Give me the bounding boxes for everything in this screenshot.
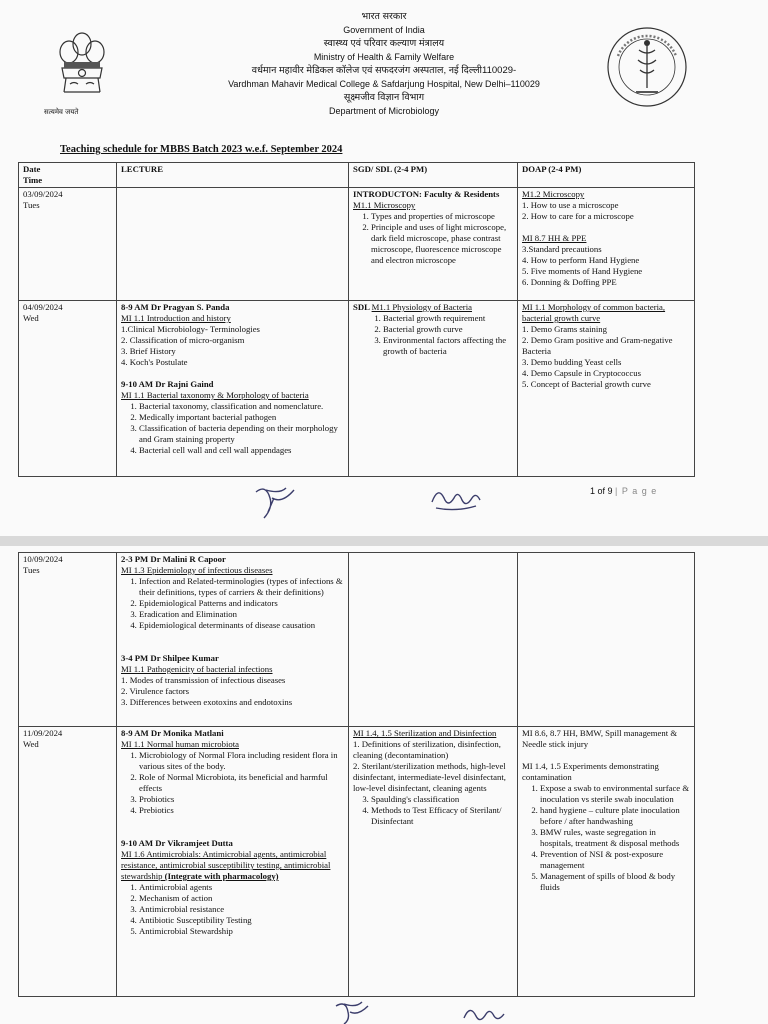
page-word-text: | P a g e [615, 486, 658, 496]
list-item: 1. Expose a swab to environmental surface & inoculation vs sterile swab inoculation [540, 783, 690, 805]
lecture-heading: 3-4 PM Dr Shilpee Kumar [121, 653, 219, 663]
list-item: 1. How to use a microscope [522, 200, 619, 210]
document-page-2 [0, 546, 768, 1024]
lecture-topic: MI 1.1 Pathogenicity of bacterial infections [121, 664, 273, 674]
sgd-topic-line [353, 302, 513, 313]
college-seal-icon [606, 26, 688, 108]
lecture-list [121, 882, 344, 937]
list-item: 1. Bacterial growth requirement [383, 313, 513, 324]
list-item: 4. Prebiotics [139, 805, 344, 816]
doap-topic: MI 1.4, 1.5 Experiments demonstrating contamination [522, 761, 659, 782]
list-item: 1. Modes of transmission of infectious diseases [121, 675, 286, 685]
list-item: 1. Bacterial taxonomy, classification and nomenclature. [139, 401, 344, 412]
list-item: 3. BMW rules, waste segregation in hospitals, treatment & disposal methods [540, 827, 690, 849]
list-item: 2. Principle and uses of light microscope, dark field microscope, phase contrast microscope, fluorescence microscope and electron microscope [371, 222, 513, 266]
doap-topic: MI 1.1 Morphology of common bacteria, bacterial growth curve [522, 302, 666, 323]
hindi-dept-line: सूक्ष्मजीव विज्ञान विभाग [343, 92, 425, 103]
sgd-list [353, 211, 513, 266]
list-item: 3. Differences between exotoxins and endotoxins [121, 697, 293, 707]
table-row [19, 301, 695, 477]
emblem-caption: सत्यमेव जयते [44, 108, 79, 116]
date-text: 04/09/2024 [23, 302, 63, 312]
day-text: Tues [23, 565, 40, 575]
list-item: 1. Infection and Related-terminologies (types of infections & their definitions, types of carriers & their definitions) [139, 576, 344, 598]
list-item: 3. Spaulding's classification [371, 794, 513, 805]
schedule-table-page-1 [18, 162, 695, 477]
doap-list [522, 783, 690, 893]
col-doap: DOAP (2-4 PM) [518, 163, 695, 188]
list-item: 2. Demo Gram positive and Gram-negative Bacteria [522, 335, 673, 356]
list-item: 5. Five moments of Hand Hygiene [522, 266, 643, 276]
table-row [19, 553, 695, 727]
college-line: Vardhman Mahavir Medical College & Safdarjung Hospital, New Delhi–110029 [228, 78, 540, 89]
lecture-cell [117, 553, 349, 727]
list-item: 2. hand hygiene – culture plate inoculation before / after handwashing [540, 805, 690, 827]
schedule-title: Teaching schedule for MBBS Batch 2023 w.e.f. September 2024 [60, 144, 343, 155]
hindi-ministry-line: स्वास्थ्य एवं परिवार कल्याण मंत्रालय [323, 38, 445, 49]
list-item: 4. Antibiotic Susceptibility Testing [139, 915, 344, 926]
lecture-topic: MI 1.6 Antimicrobials: Antimicrobial agents, antimicrobial resistance, antimicrobial susceptibility testing, antimicrobial stewardship [121, 849, 331, 881]
doap-heading: MI 8.6, 8.7 HH, BMW, Spill management & Needle stick injury [522, 728, 678, 749]
list-item: 1. Microbiology of Normal Flora including resident flora in various sites of the body. [139, 750, 344, 772]
lecture-topic: MI 1.1 Bacterial taxonomy & Morphology of bacteria [121, 390, 309, 400]
list-item: 3. Environmental factors affecting the growth of bacteria [383, 335, 513, 357]
list-item: 4. Methods to Test Efficacy of Sterilant/ Disinfectant [371, 805, 513, 827]
list-item: 4. Koch's Postulate [121, 357, 188, 367]
list-item: 3. Eradication and Elimination [139, 609, 344, 620]
date-cell [19, 188, 117, 301]
list-item: 2. Role of Normal Microbiota, its beneficial and harmful effects [139, 772, 344, 794]
sgd-topic: M1.1 Microscopy [353, 200, 416, 210]
doap-cell [518, 301, 695, 477]
list-item: 3. Classification of bacteria depending on their morphology and Gram staining property [139, 423, 344, 445]
list-item: 2. Medically important bacterial pathogen [139, 412, 344, 423]
list-item: 2. Classification of micro-organism [121, 335, 245, 345]
list-item: 6. Donning & Doffing PPE [522, 277, 617, 287]
lecture-heading: 2-3 PM Dr Malini R Capoor [121, 554, 226, 564]
sgd-cell [349, 301, 518, 477]
signature-4 [460, 1002, 520, 1024]
list-item: 5. Management of spills of blood & body fluids [540, 871, 690, 893]
list-item: 1. Antimicrobial agents [139, 882, 344, 893]
lecture-topic: MI 1.3 Epidemiology of infectious diseases [121, 565, 273, 575]
hindi-college-line: वर्धमान महावीर मेडिकल कॉलेज एवं सफदरजंग अस्पताल, नई दिल्ली110029- [251, 65, 517, 76]
national-emblem-icon [56, 28, 108, 110]
col-date-time: Date Time [19, 163, 117, 188]
list-item: 2. Sterilant/sterilization methods, high-level disinfectant, intermediate-level disinfectant, low-level disinfectant, cleaning agents [353, 761, 506, 793]
lecture-topic: MI 1.1 Normal human microbiota [121, 739, 239, 749]
sgd-cell [349, 727, 518, 997]
lecture-topic-integration: (Integrate with pharmacology) [162, 871, 279, 881]
lecture-topic: MI 1.1 Introduction and history [121, 313, 231, 323]
lecture-cell [117, 301, 349, 477]
day-text: Wed [23, 313, 39, 323]
table-row [19, 188, 695, 301]
lecture-cell [117, 727, 349, 997]
signature-2 [428, 482, 488, 516]
schedule-table-page-2 [18, 552, 695, 997]
date-text: 03/09/2024 [23, 189, 63, 199]
list-item: 5. Concept of Bacterial growth curve [522, 379, 651, 389]
date-cell [19, 553, 117, 727]
list-item: 4. Epidemiological determinants of disease causation [139, 620, 344, 631]
date-cell [19, 727, 117, 997]
sgd-topic: MI 1.4, 1.5 Sterilization and Disinfection [353, 728, 497, 738]
list-item: 2. Mechanism of action [139, 893, 344, 904]
sgd-heading: INTRODUCTON: Faculty & Residents [353, 189, 500, 199]
signature-1 [250, 482, 300, 522]
table-row [19, 727, 695, 997]
list-item: 4. Demo Capsule in Cryptococcus [522, 368, 641, 378]
col-sgd: SGD/ SDL (2-4 PM) [349, 163, 518, 188]
col-lecture: LECTURE [117, 163, 349, 188]
list-item: 1.Clinical Microbiology- Terminologies [121, 324, 260, 334]
date-text: 10/09/2024 [23, 554, 63, 564]
list-item: 2. How to care for a microscope [522, 211, 634, 221]
list-item: 3. Brief History [121, 346, 176, 356]
list-item: 1. Demo Grams staining [522, 324, 607, 334]
list-item: 3. Demo budding Yeast cells [522, 357, 622, 367]
ministry-line: Ministry of Health & Family Welfare [313, 51, 455, 62]
list-item: 5. Antimicrobial Stewardship [139, 926, 344, 937]
sgd-prefix: SDL [353, 302, 372, 312]
doap-topic: M1.2 Microscopy [522, 189, 585, 199]
sgd-topic: M1.1 Physiology of Bacteria [371, 302, 472, 312]
sgd-cell [349, 553, 518, 727]
lecture-heading: 9-10 AM Dr Rajni Gaind [121, 379, 214, 389]
list-item: 2. Virulence factors [121, 686, 190, 696]
page-num-text: 1 of 9 [590, 486, 613, 496]
day-text: Wed [23, 739, 39, 749]
date-cell [19, 301, 117, 477]
page-number [590, 486, 657, 496]
lecture-list [121, 750, 344, 816]
lecture-heading: 8-9 AM Dr Monika Matlani [121, 728, 224, 738]
signature-3 [330, 998, 376, 1024]
list-item: 2. Epidemiological Patterns and indicators [139, 598, 344, 609]
list-item: 1. Types and properties of microscope [371, 211, 513, 222]
lecture-list [121, 401, 344, 456]
list-item: 3.Standard precautions [522, 244, 602, 254]
lecture-heading: 8-9 AM Dr Pragyan S. Panda [121, 302, 230, 312]
lecture-topic-line [121, 849, 344, 882]
lecture-cell [117, 188, 349, 301]
sgd-list [353, 313, 513, 357]
hindi-govt-line: भारत सरकार [361, 11, 407, 22]
list-item: 2. Bacterial growth curve [383, 324, 513, 335]
table-header-row [19, 163, 695, 188]
list-item: 3. Probiotics [139, 794, 344, 805]
lecture-heading: 9-10 AM Dr Vikramjeet Dutta [121, 838, 233, 848]
day-text: Tues [23, 200, 40, 210]
date-text: 11/09/2024 [23, 728, 63, 738]
doap-cell [518, 727, 695, 997]
list-item: 3. Antimicrobial resistance [139, 904, 344, 915]
doap-cell [518, 553, 695, 727]
list-item: 4. How to perform Hand Hygiene [522, 255, 640, 265]
govt-line: Government of India [343, 24, 425, 35]
sgd-cell [349, 188, 518, 301]
list-item: 4. Prevention of NSI & post-exposure management [540, 849, 690, 871]
sgd-list [353, 794, 513, 827]
doap-topic: MI 8.7 HH & PPE [522, 233, 587, 243]
dept-line: Department of Microbiology [328, 105, 440, 116]
lecture-list [121, 576, 344, 631]
list-item: 1. Definitions of sterilization, disinfection, cleaning (decontamination) [353, 739, 501, 760]
list-item: 4. Bacterial cell wall and cell wall appendages [139, 445, 344, 456]
doap-cell [518, 188, 695, 301]
